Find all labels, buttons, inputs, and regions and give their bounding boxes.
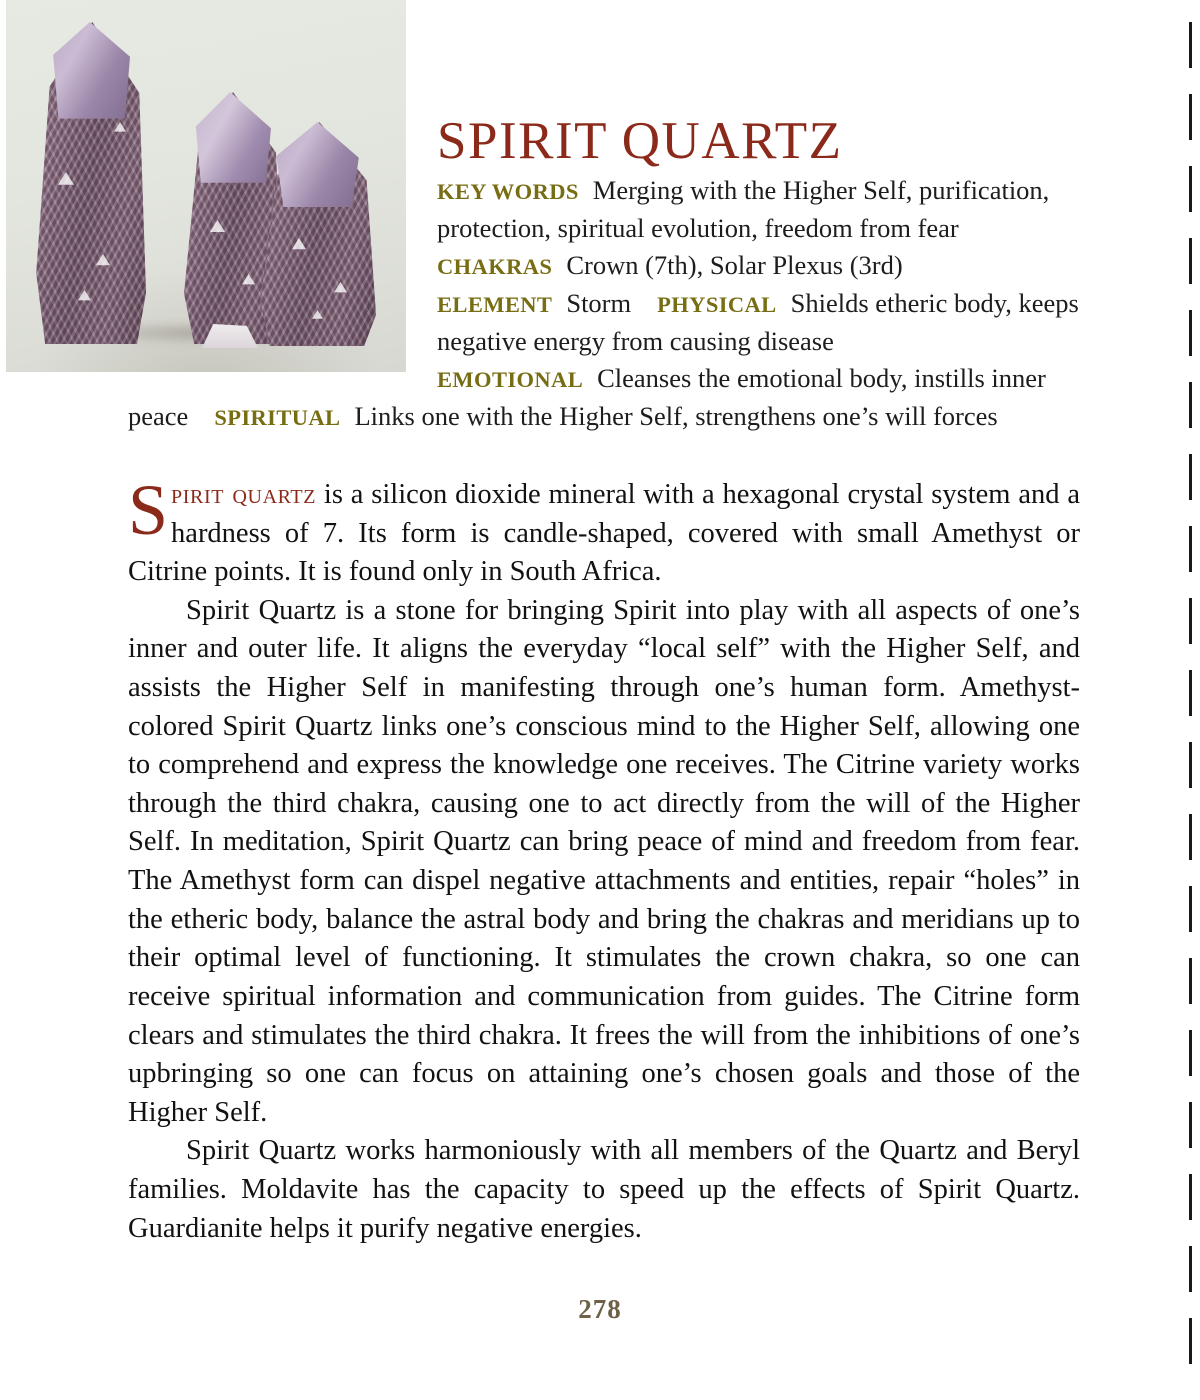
page-edge-tick [1189,1246,1192,1292]
body-paragraph-3: Spirit Quartz works harmoniously with all members of the Quartz and Beryl families. Moldavite has the capacity to speed up the effects of Spirit Quartz. Guardianite helps it purify negative energies. [128,1135,1080,1244]
page-edge-tick [1189,238,1192,284]
page-edge-tick [1189,94,1192,140]
page-edge-tick [1189,22,1192,68]
page-edge-marks [1188,0,1192,1400]
attribute-label-physical: PHYSICAL [657,291,777,317]
attribute-value-chakras: Crown (7th), Solar Plexus (3rd) [566,250,903,281]
attribute-label-emotional: EMOTIONAL [437,367,584,393]
page-title: SPIRIT QUARTZ [437,111,843,170]
drop-cap: S [128,470,169,550]
page-edge-tick [1189,454,1192,500]
crystal-cluster-right [258,122,376,346]
page-edge-tick [1189,742,1192,788]
page-edge-tick [1189,1174,1192,1220]
page-edge-tick [1189,382,1192,428]
page-edge-tick [1189,814,1192,860]
page-edge-tick [1189,886,1192,932]
attribute-label-element: ELEMENT [437,291,553,317]
page-edge-tick [1189,1318,1192,1364]
attribute-label-spiritual: SPIRITUAL [214,405,341,430]
stone-attributes [437,172,1087,398]
attribute-value-emotional-tail: peace [128,401,189,431]
attribute-value-emotional: Cleanses the emotional body, instills inner [597,363,1046,394]
spirit-quartz-photo [6,0,406,372]
page-edge-tick [1189,526,1192,572]
crystal-tip [275,122,365,207]
body-paragraph-1 [128,470,1080,592]
attribute-value-element: Storm [566,287,632,318]
attribute-label-chakras: CHAKRAS [437,254,553,280]
page-edge-tick [1189,958,1192,1004]
crystal-cluster-left [34,22,146,344]
stone-attributes-tail [128,398,1088,436]
page-edge-tick [1189,598,1192,644]
page-edge-tick [1189,1102,1192,1148]
attribute-value-physical: Shields etheric body, keeps negative energy from causing disease [437,287,1079,356]
crystal-tip [50,22,137,119]
attribute-label-key-words: KEY WORDS [437,179,579,204]
attribute-value-key-words: Merging with the Higher Self, purification, protection, spiritual evolution, freedom from fear [437,175,1050,243]
attribute-value-spiritual: Links one with the Higher Self, strengthens one’s will forces [354,401,998,431]
page-edge-tick [1189,670,1192,716]
page-number: 278 [578,1294,622,1324]
page-edge-tick [1189,166,1192,212]
opening-small-caps: pirit quartz [171,479,317,510]
page-edge-tick [1189,310,1192,356]
body-paragraph-1-rest: is a silicon dioxide mineral with a hexagonal crystal system and a hardness of 7. Its form is candle-shaped, covered with small Amethyst or Citrine points. It is found only in South Africa. [128,479,1080,588]
body-paragraph-2: Spirit Quartz is a stone for bringing Spirit into play with all aspects of one’s inner and outer life. It aligns the everyday “local self” with the Higher Self, and assists the Higher Self in manifesting through one’s human form. Amethyst-colored Spirit Quartz links one’s conscious mind to the Higher Self, allowing one to comprehend and express the knowledge one receives. The Citrine variety works through the third chakra, causing one to act directly from the will of the Higher Self. In meditation, Spirit Quartz can bring peace of mind and freedom from fear. The Amethyst form can dispel negative attachments and entities, repair “holes” in the etheric body, balance the astral body and bring the chakras and meridians up to their optimal level of functioning. It stimulates the crown chakra, so one can receive spiritual information and communication from guides. The Citrine form clears and stimulates the third chakra. It frees the will from the inhibitions of one’s upbringing so one can focus on attaining one’s chosen goals and those of the Higher Self. [128,594,1080,1128]
body-text [128,470,1080,1248]
page-edge-tick [1189,1030,1192,1076]
